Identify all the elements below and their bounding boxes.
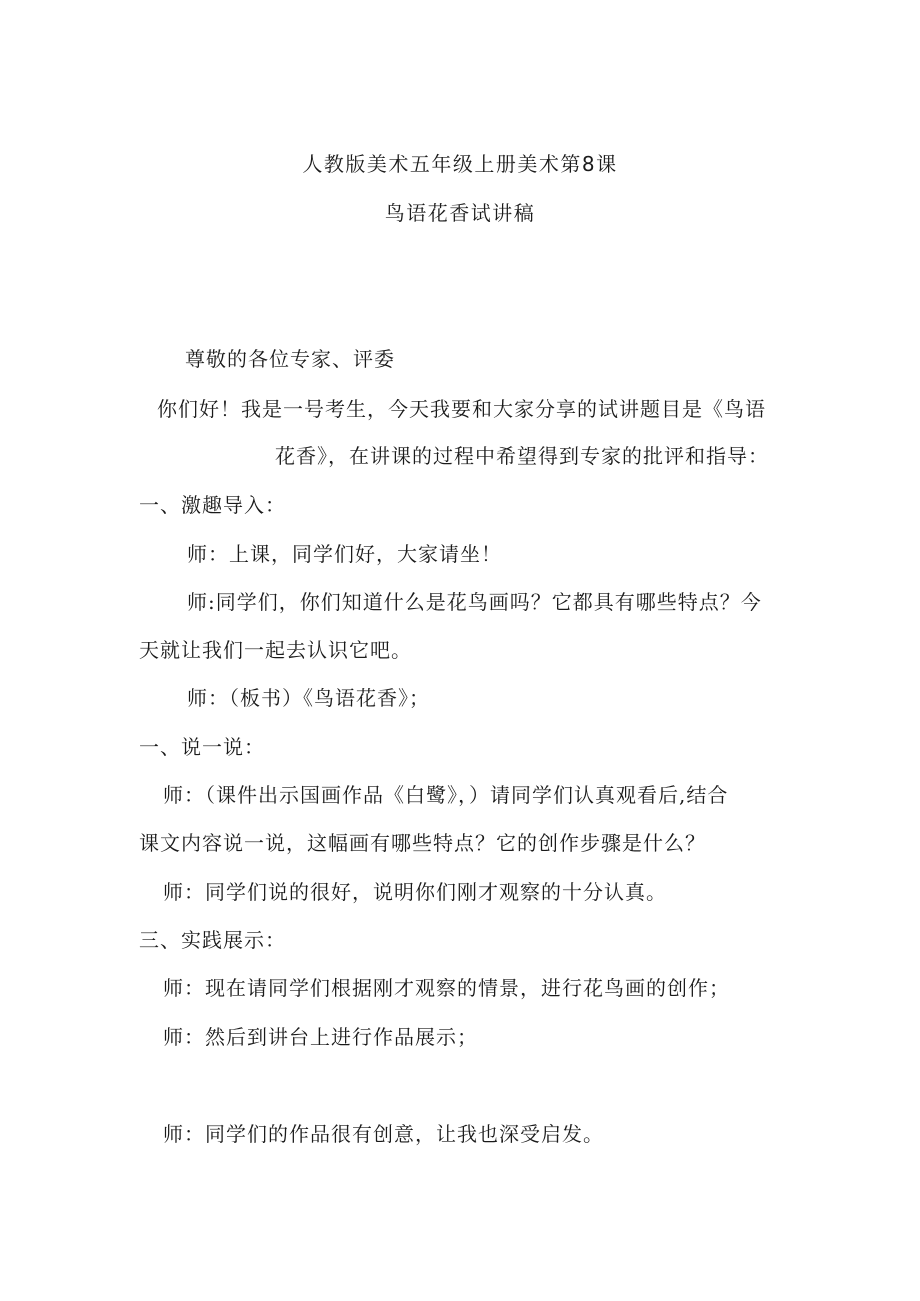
document-title: 人教版美术五年级上册美术第8课 — [302, 152, 618, 176]
paragraph-line: 师：同学们的作品很有创意，让我也深受启发。 — [163, 1122, 604, 1146]
paragraph-line: 师：上课，同学们好，大家请坐！ — [187, 542, 502, 566]
section-heading-1: 一、激趣导入： — [139, 493, 286, 517]
greeting-line: 尊敬的各位专家、评委 — [185, 347, 395, 371]
intro-line-1: 你们好！我是一号考生，今天我要和大家分享的试讲题目是《鸟语 — [157, 397, 766, 421]
paragraph-line: 师：现在请同学们根据刚才观察的情景，进行花鸟画的创作； — [163, 976, 730, 1000]
paragraph-line: 师：同学们说的很好，说明你们刚才观察的十分认真。 — [163, 880, 667, 904]
paragraph-line: 课文内容说一说，这幅画有哪些特点？它的创作步骤是什么？ — [139, 831, 706, 855]
paragraph-line: 师：（课件出示国画作品《白鹭》，）请同学们认真观看后,结合 — [163, 783, 729, 807]
paragraph-line: 师：然后到讲台上进行作品展示； — [163, 1025, 478, 1049]
section-heading-3: 三、实践展示： — [139, 928, 286, 952]
paragraph-line: 师：（板书）《鸟语花香》； — [187, 686, 430, 710]
document-subtitle: 鸟语花香试讲稿 — [384, 201, 536, 225]
paragraph-line: 天就让我们一起去认识它吧。 — [139, 638, 412, 662]
intro-line-2: 花香》，在讲课的过程中希望得到专家的批评和指导： — [275, 444, 769, 468]
paragraph-line: 师:同学们，你们知道什么是花鸟画吗？它都具有哪些特点？今 — [187, 590, 762, 614]
section-heading-2: 一、说一说： — [139, 735, 265, 759]
